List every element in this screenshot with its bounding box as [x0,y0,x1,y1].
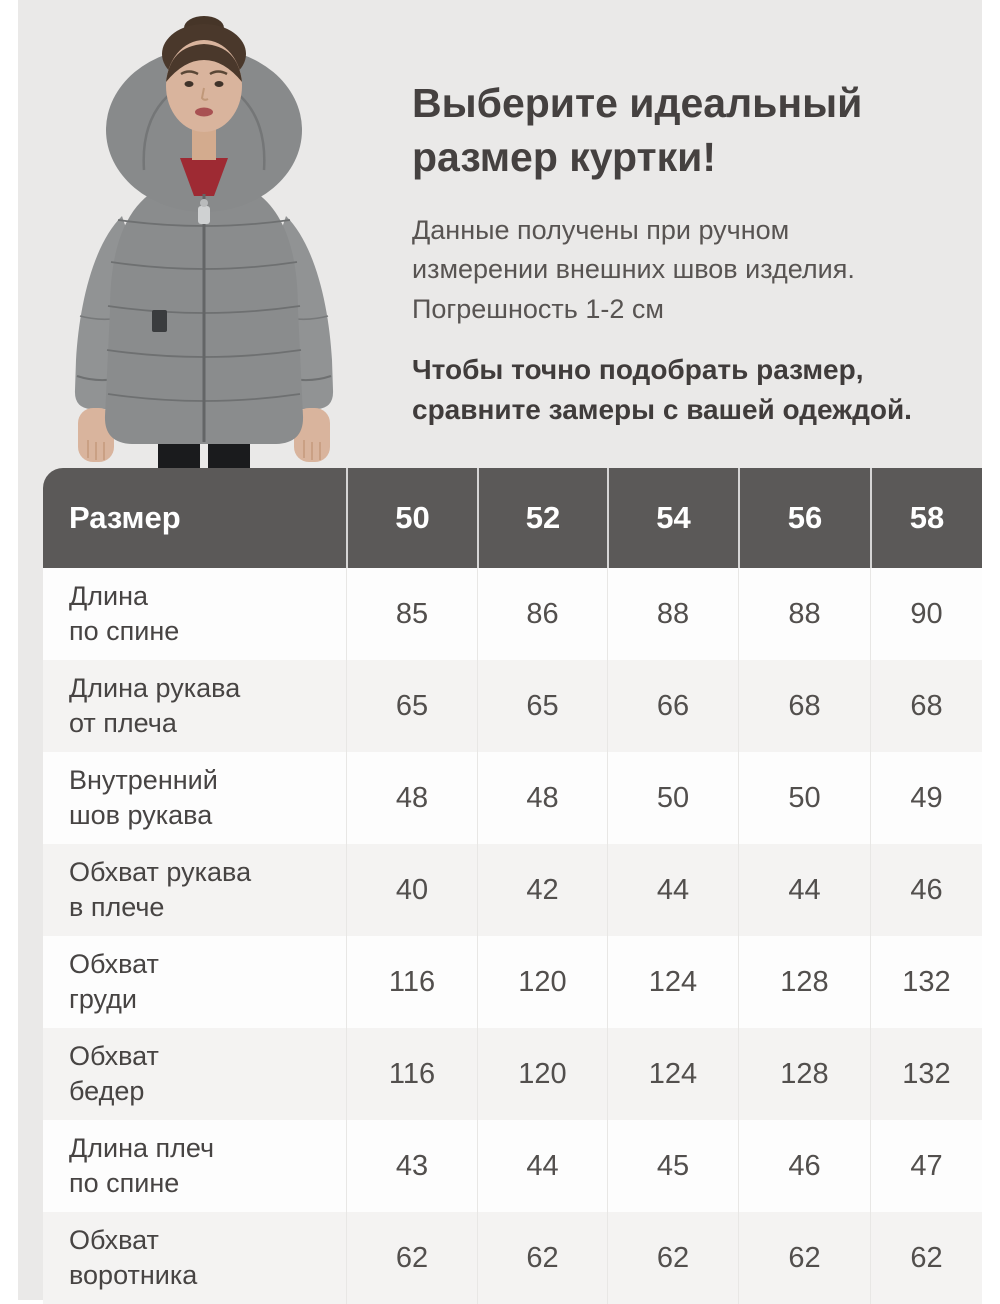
row-label-line1: Длина плеч [69,1133,215,1163]
row-label-line1: Внутренний [69,765,218,795]
puffer-jacket-illustration [52,10,382,468]
row-label-line2: в плече [69,892,165,922]
table-row-hip-girth [43,1028,982,1120]
cell-value: 120 [477,1028,607,1120]
cell-value: 88 [607,568,738,660]
model-photo [52,10,382,468]
cell-value: 128 [738,936,870,1028]
table-row-collar-girth [43,1212,982,1304]
cell-value: 40 [346,844,477,936]
cell-value: 46 [870,844,982,936]
cell-value: 44 [477,1120,607,1212]
table-row-chest-girth [43,936,982,1028]
cell-value: 44 [607,844,738,936]
table-header-size-56: 56 [738,468,870,568]
cell-value: 128 [738,1028,870,1120]
cell-value: 45 [607,1120,738,1212]
cell-value: 65 [346,660,477,752]
intro-text-block [412,76,990,431]
row-label-line2: шов рукава [69,800,213,830]
size-table [43,468,982,1304]
cell-value: 88 [738,568,870,660]
table-row-back-length [43,568,982,660]
cell-value: 62 [607,1212,738,1304]
cell-value: 86 [477,568,607,660]
row-label-line1: Длина [69,581,149,611]
cell-value: 49 [870,752,982,844]
cell-value: 132 [870,936,982,1028]
row-label-line1: Обхват [69,1041,159,1071]
cell-value: 62 [346,1212,477,1304]
table-header-size-54: 54 [607,468,738,568]
row-label [43,568,346,660]
cell-value: 62 [738,1212,870,1304]
cell-value: 42 [477,844,607,936]
cell-value: 48 [477,752,607,844]
cell-value: 124 [607,1028,738,1120]
row-label-line1: Обхват [69,1225,159,1255]
cell-value: 62 [477,1212,607,1304]
row-label [43,752,346,844]
table-header-size-58: 58 [870,468,982,568]
cell-value: 120 [477,936,607,1028]
table-header-size-label: Размер [69,500,181,535]
cell-value: 116 [346,1028,477,1120]
row-label-line2: по спине [69,616,180,646]
table-header-size-52: 52 [477,468,607,568]
table-row-sleeve-length [43,660,982,752]
table-row-sleeve-girth [43,844,982,936]
cell-value: 124 [607,936,738,1028]
row-label [43,844,346,936]
row-label-line1: Длина рукава [69,673,241,703]
row-label-line2: воротника [69,1260,198,1290]
page-title [412,76,990,184]
cell-value: 44 [738,844,870,936]
cell-value: 62 [870,1212,982,1304]
page-title-line2: размер куртки! [412,134,717,181]
row-label [43,660,346,752]
table-row-shoulder-length [43,1120,982,1212]
cell-value: 85 [346,568,477,660]
cell-value: 90 [870,568,982,660]
table-row-inner-sleeve-seam [43,752,982,844]
row-label [43,1120,346,1212]
cell-value: 65 [477,660,607,752]
cell-value: 50 [607,752,738,844]
cell-value: 48 [346,752,477,844]
page-title-line1: Выберите идеальный [412,80,863,126]
cell-value: 132 [870,1028,982,1120]
row-label-line2: груди [69,984,138,1014]
cell-value: 68 [738,660,870,752]
cell-value: 50 [738,752,870,844]
cell-value: 116 [346,936,477,1028]
row-label-line2: бедер [69,1076,145,1106]
row-label [43,1212,346,1304]
row-label-line1: Обхват рукава [69,857,252,887]
row-label-line2: от плеча [69,708,177,738]
measurement-description: Данные получены при ручном измерении внешних швов изделия. Погрешность 1-2 см [412,215,855,324]
table-header-row [43,468,982,568]
row-label-line1: Обхват [69,949,159,979]
cell-value: 46 [738,1120,870,1212]
table-header-size-50: 50 [346,468,477,568]
cell-value: 43 [346,1120,477,1212]
cell-value: 47 [870,1120,982,1212]
size-advice-note: Чтобы точно подобрать размер, сравните замеры с вашей одеждой. [412,353,912,426]
cell-value: 68 [870,660,982,752]
row-label [43,1028,346,1120]
row-label-line2: по спине [69,1168,180,1198]
row-label [43,936,346,1028]
cell-value: 66 [607,660,738,752]
